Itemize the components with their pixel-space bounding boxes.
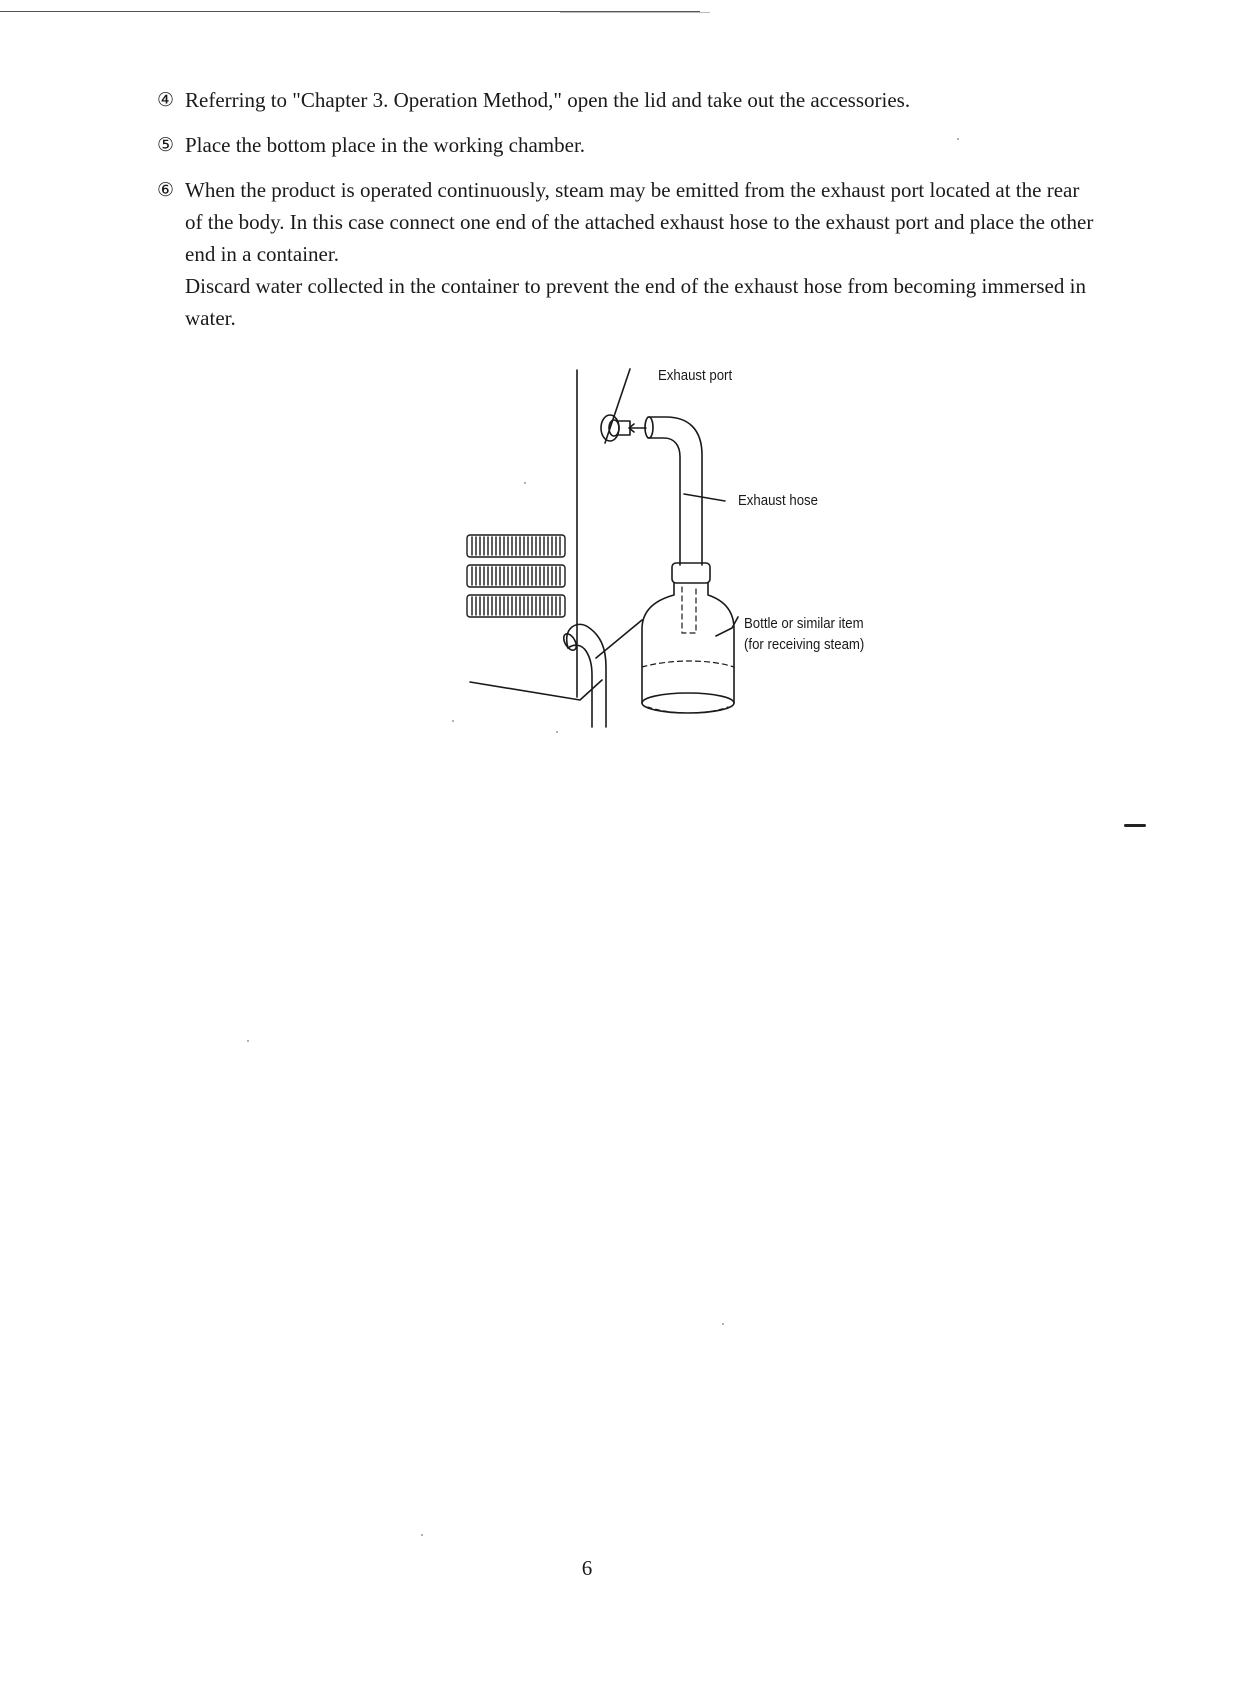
step-5 [157,129,1097,161]
scan-speck [452,720,454,722]
exhaust-hose-label: Exhaust hose [738,492,818,509]
bottle-label-line2: (for receiving steam) [744,636,865,653]
step-text: Place the bottom place in the working chamber. [185,133,586,157]
bottle-label-line1: Bottle or similar item [744,615,864,632]
page-number: 6 [581,1556,593,1580]
drain-leader [596,620,642,658]
step-number: ④ [157,89,175,111]
step-number: ⑥ [157,179,175,201]
drain-hose [561,624,606,727]
body-bottom-edge [470,680,602,700]
exhaust-hose [645,417,702,565]
exhaust-hose-leader [684,494,725,501]
step-4 [157,84,1097,116]
exhaust-port-leader [605,369,630,443]
step-text-continued: Discard water collected in the container to prevent the end of the exhaust hose from becoming immersed in water. [185,274,1086,330]
exhaust-hose-diagram [420,355,980,735]
step-number: ⑤ [157,134,175,156]
scan-speck [556,731,558,733]
scan-speck [722,1323,724,1325]
scan-speck [524,482,526,484]
vent-slots [467,535,565,617]
procedure-steps [157,84,1097,347]
top-rule-faint [560,12,710,13]
scan-mark [1124,824,1146,827]
scan-speck [957,138,959,140]
scan-speck [421,1534,423,1536]
diagram-drawing [420,355,980,735]
bottle [642,563,734,713]
scan-speck [247,1040,249,1042]
step-6 [157,174,1097,334]
step-text: Referring to "Chapter 3. Operation Method," open the lid and take out the accessories. [185,88,911,112]
step-text: When the product is operated continuously, steam may be emitted from the exhaust port located at the rear of the body. In this case connect one end of the attached exhaust hose to the exhaust port and place the other end in a container. [185,178,1094,266]
exhaust-port-label: Exhaust port [658,367,733,384]
